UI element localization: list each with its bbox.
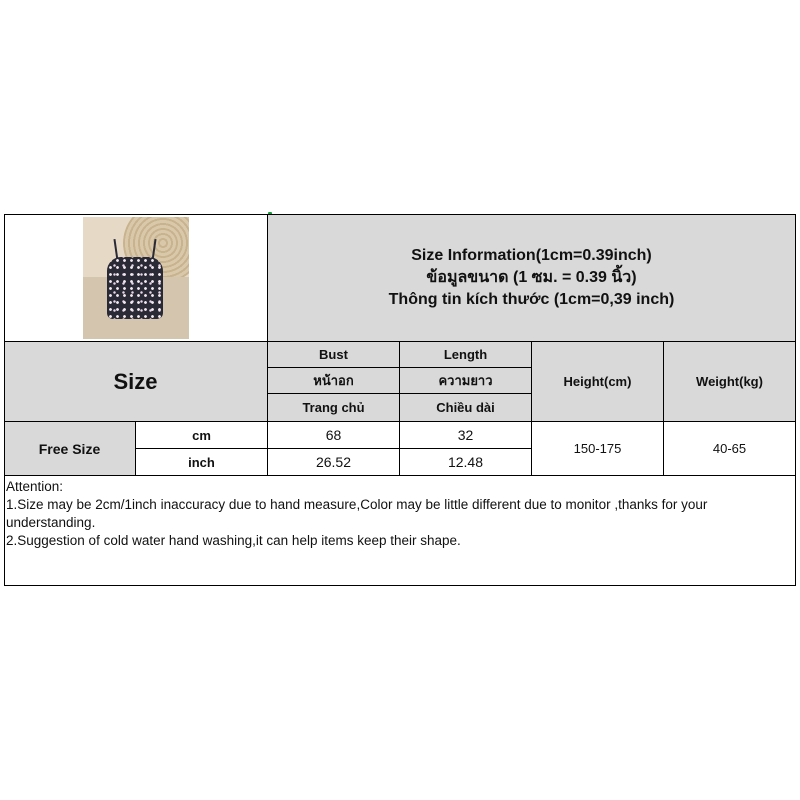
bust-header-vi: Trang chủ	[268, 394, 400, 422]
attention-notes	[4, 476, 796, 586]
length-header-th: ความยาว	[400, 368, 532, 394]
note-line-2: 2.Suggestion of cold water hand washing,it can help items keep their shape.	[6, 533, 461, 548]
floral-camisole-shape	[107, 257, 163, 319]
size-chart	[4, 214, 796, 586]
length-header-vi: Chiều dài	[400, 394, 532, 422]
bust-header-en: Bust	[268, 342, 400, 368]
product-image-cell	[4, 214, 268, 342]
note-line-1: 1.Size may be 2cm/1inch inaccuracy due to hand measure,Color may be little different due to monitor ,thanks for your understanding.	[6, 497, 708, 530]
free-size-label: Free Size	[4, 422, 136, 476]
unit-inch-label: inch	[136, 449, 268, 476]
weight-value: 40-65	[664, 422, 796, 476]
bust-cm-value: 68	[268, 422, 400, 449]
attention-heading: Attention:	[6, 479, 64, 494]
bust-header-th: หน้าอก	[268, 368, 400, 394]
bust-inch-value: 26.52	[268, 449, 400, 476]
title-english: Size Information(1cm=0.39inch)	[411, 246, 652, 264]
height-value: 150-175	[532, 422, 664, 476]
size-header: Size	[4, 342, 268, 422]
height-header: Height(cm)	[532, 342, 664, 422]
length-header-en: Length	[400, 342, 532, 368]
product-photo	[83, 217, 189, 339]
title-thai: ข้อมูลขนาด (1 ซม. = 0.39 นิ้ว)	[426, 268, 637, 286]
unit-cm-label: cm	[136, 422, 268, 449]
size-info-title	[268, 214, 796, 342]
title-vietnamese: Thông tin kích thước (1cm=0,39 inch)	[388, 290, 675, 308]
length-cm-value: 32	[400, 422, 532, 449]
length-inch-value: 12.48	[400, 449, 532, 476]
weight-header: Weight(kg)	[664, 342, 796, 422]
